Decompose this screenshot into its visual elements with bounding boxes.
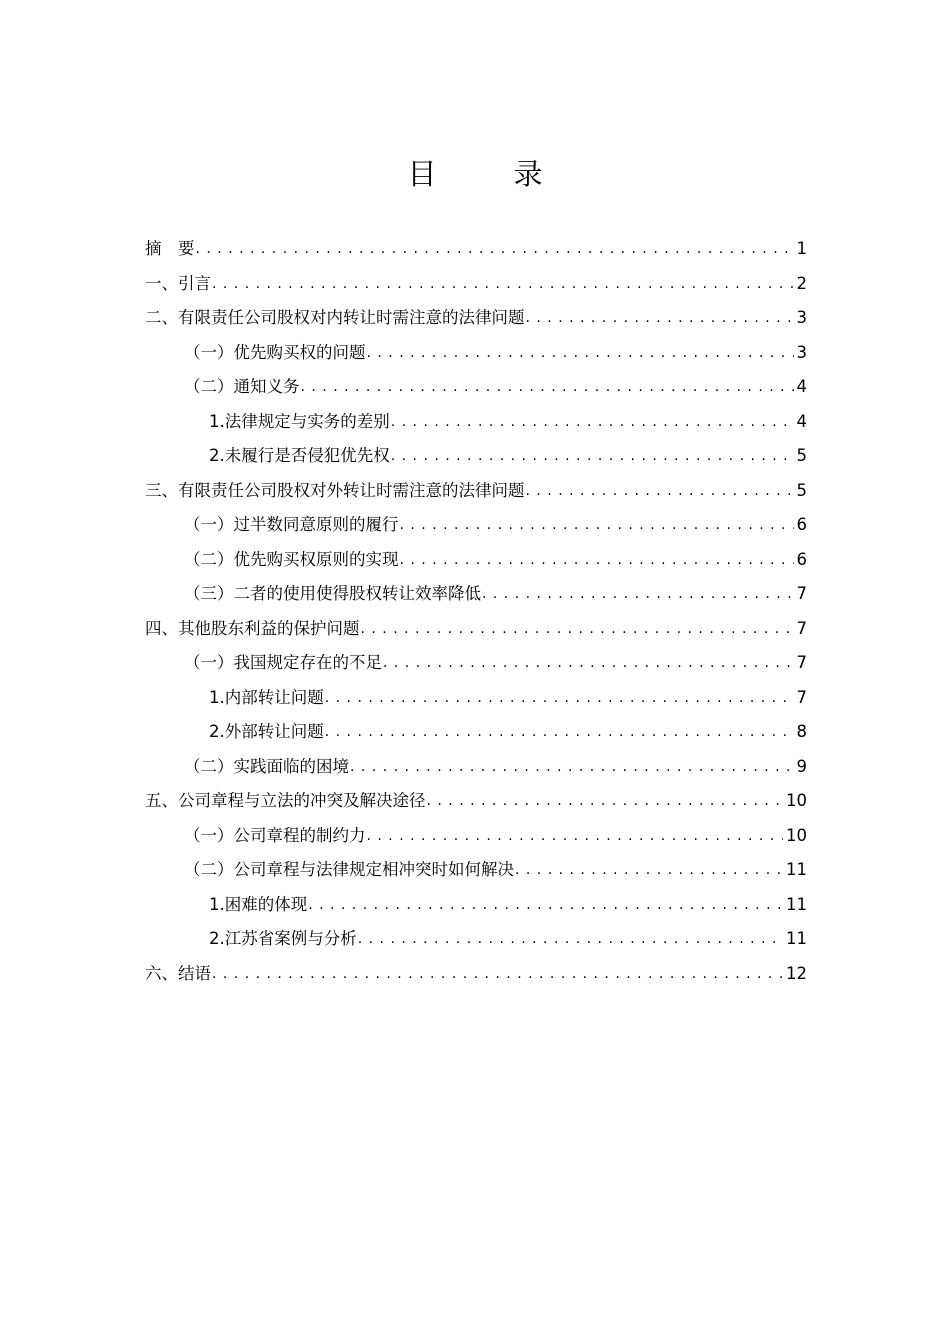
toc-entry-label: 六、结语 xyxy=(145,963,211,983)
toc-entry-label: （二）实践面临的困境 xyxy=(184,756,349,776)
toc-page-number: 11 xyxy=(786,929,807,948)
toc-dot-leader xyxy=(308,887,783,922)
toc-entry[interactable] xyxy=(145,577,807,612)
toc-entry-label: （三）二者的使用使得股权转让效率降低 xyxy=(184,584,481,603)
toc-dot-leader xyxy=(358,921,783,956)
toc-entry[interactable] xyxy=(145,784,807,819)
toc-page-number: 5 xyxy=(796,446,807,465)
toc-entry-label: 2.江苏省案例与分析 xyxy=(209,929,357,948)
toc-dot-leader xyxy=(400,542,794,577)
toc-dot-leader xyxy=(427,783,784,818)
toc-entry-label: 1.法律规定与实务的差别 xyxy=(209,411,390,431)
toc-dot-leader xyxy=(301,369,794,404)
toc-entry[interactable] xyxy=(145,819,807,854)
toc-title: 目 录 xyxy=(407,157,567,191)
toc-page-number: 10 xyxy=(786,791,807,810)
toc-entry-label: （一）公司章程的制约力 xyxy=(184,825,366,845)
toc-entry[interactable] xyxy=(145,957,807,992)
toc-dot-leader xyxy=(212,266,794,301)
toc-dot-leader xyxy=(350,749,794,784)
toc-page-number: 1 xyxy=(796,239,807,258)
toc-dot-leader xyxy=(325,714,794,749)
toc-page-number: 11 xyxy=(786,894,807,914)
toc-entry[interactable] xyxy=(145,612,807,647)
toc-entry-label: （一）优先购买权的问题 xyxy=(184,342,366,362)
toc-entry-label: 二、有限责任公司股权对内转让时需注意的法律问题 xyxy=(145,308,525,327)
toc-entry[interactable] xyxy=(145,681,807,716)
toc-entry[interactable] xyxy=(145,474,807,509)
toc-dot-leader xyxy=(391,404,794,439)
toc-entry[interactable] xyxy=(145,267,807,302)
toc-page-number: 7 xyxy=(796,584,807,603)
toc-dot-leader xyxy=(526,473,794,508)
toc-entry[interactable] xyxy=(145,750,807,785)
toc-dot-leader xyxy=(400,507,794,542)
toc-entry-label: （二）通知义务 xyxy=(184,377,300,396)
toc-dot-leader xyxy=(212,956,783,991)
toc-entry-label: （二）公司章程与法律规定相冲突时如何解决 xyxy=(184,860,514,879)
toc-entry[interactable] xyxy=(145,922,807,957)
toc-page-number: 11 xyxy=(786,860,807,879)
toc-entry[interactable] xyxy=(145,370,807,405)
toc-entry[interactable] xyxy=(145,646,807,681)
toc-page-number: 7 xyxy=(796,653,807,672)
toc-page-number: 10 xyxy=(786,825,807,845)
toc-page-number: 2 xyxy=(796,273,807,293)
toc-dot-leader xyxy=(367,818,784,853)
toc-entry[interactable] xyxy=(145,405,807,440)
toc-page-number: 3 xyxy=(796,342,807,362)
toc-entry-label: 一、引言 xyxy=(145,273,211,293)
toc-dot-leader xyxy=(367,335,794,370)
toc-entry-label: 摘 要 xyxy=(145,239,195,258)
toc-page-number: 4 xyxy=(796,411,807,431)
toc-page-number: 6 xyxy=(796,549,807,569)
toc-entry[interactable] xyxy=(145,853,807,888)
toc-entry-label: （一）我国规定存在的不足 xyxy=(184,653,382,672)
toc-page-number: 7 xyxy=(796,618,807,638)
toc-page-number: 3 xyxy=(796,308,807,327)
toc-list xyxy=(145,232,807,991)
toc-entry-label: 1.困难的体现 xyxy=(209,894,308,914)
toc-entry-label: 1.内部转让问题 xyxy=(209,687,324,707)
toc-dot-leader xyxy=(482,576,794,611)
toc-page-number: 12 xyxy=(786,963,807,983)
toc-dot-leader xyxy=(196,231,794,266)
toc-entry-label: 三、有限责任公司股权对外转让时需注意的法律问题 xyxy=(145,480,525,500)
toc-page-number: 5 xyxy=(796,480,807,500)
toc-entry[interactable] xyxy=(145,715,807,750)
toc-entry-label: 2.外部转让问题 xyxy=(209,722,324,741)
toc-page-number: 8 xyxy=(796,722,807,741)
toc-dot-leader xyxy=(391,438,794,473)
toc-entry[interactable] xyxy=(145,888,807,923)
toc-entry-label: 五、公司章程与立法的冲突及解决途径 xyxy=(145,791,426,810)
toc-dot-leader xyxy=(515,852,783,887)
toc-dot-leader xyxy=(383,645,794,680)
toc-entry[interactable] xyxy=(145,508,807,543)
toc-dot-leader xyxy=(526,300,794,335)
toc-entry[interactable] xyxy=(145,336,807,371)
toc-page-number: 4 xyxy=(796,377,807,396)
toc-entry[interactable] xyxy=(145,439,807,474)
toc-page-number: 7 xyxy=(796,687,807,707)
toc-entry-label: （一）过半数同意原则的履行 xyxy=(184,515,399,534)
toc-dot-leader xyxy=(361,611,794,646)
toc-entry-label: （二）优先购买权原则的实现 xyxy=(184,549,399,569)
toc-entry[interactable] xyxy=(145,543,807,578)
toc-entry[interactable] xyxy=(145,232,807,267)
toc-entry-label: 四、其他股东利益的保护问题 xyxy=(145,618,360,638)
toc-dot-leader xyxy=(325,680,794,715)
toc-entry[interactable] xyxy=(145,301,807,336)
toc-entry-label: 2.未履行是否侵犯优先权 xyxy=(209,446,390,465)
toc-page-number: 6 xyxy=(796,515,807,534)
toc-page-number: 9 xyxy=(796,756,807,776)
